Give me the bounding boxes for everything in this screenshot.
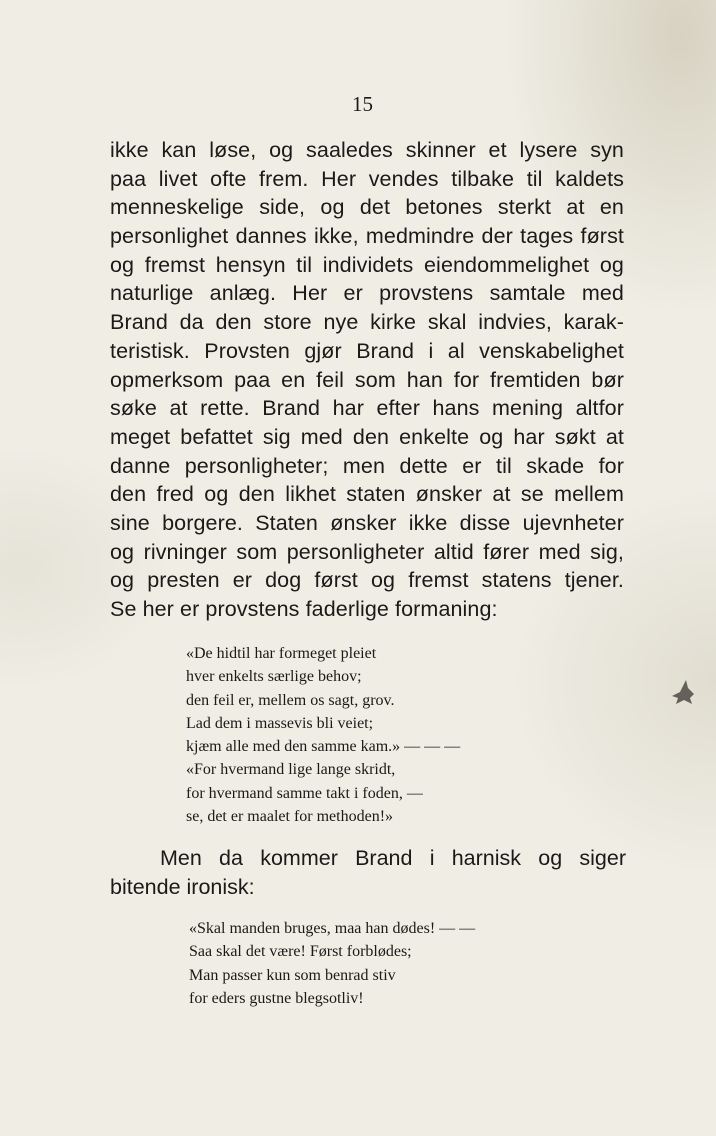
verse-line: «Skal manden bruges, maa han dødes! — — [189,920,476,937]
verse-line: for hvermand samme takt i foden, — [186,784,423,802]
verse-line: for eders gustne blegsotliv! [189,989,364,1007]
paragraph-1 [110,136,624,624]
text-line: danne personligheter; men dette er til skade for [110,453,624,478]
ink-stain-mark [668,676,698,708]
verse-line: den feil er, mellem os sagt, grov. [186,691,395,709]
text-line: personlighet dannes ikke, medmindre der tages først [110,224,624,249]
verse-quote-1 [186,642,460,828]
text-line: og presten er dog først og fremst statens tjener. [110,568,624,593]
verse-line: Man passer kun som benrad stiv [189,966,396,984]
text-line: naturlige anlæg. Her er provstens samtale med [110,281,624,306]
text-line: søke at rette. Brand har efter hans mening altfor [110,396,624,421]
verse-quote-2 [189,917,475,1010]
text-line: den fred og den likhet staten ønsker at se mellem [110,482,624,507]
text-line: teristisk. Provsten gjør Brand i al venskabelighet [110,338,624,363]
verse-line: «De hidtil har formeget pleiet [186,645,377,662]
verse-line: se, det er maalet for methoden!» [186,808,394,826]
verse-line: Saa skal det være! Først forblødes; [189,943,412,961]
text-line: Men da kommer Brand i harnisk og siger [160,846,626,870]
text-line: paa livet ofte frem. Her vendes tilbake til kaldets [110,166,624,191]
paragraph-2 [110,844,626,902]
text-line: menneskelige side, og det betones sterkt at en [110,195,624,220]
text-line: Se her er provstens faderlige formaning: [110,597,498,621]
text-line: opmerksom paa en feil som han for fremtiden bør [110,367,624,392]
text-line: ikke kan løse, og saaledes skinner et lysere syn [110,138,624,162]
page-number: 15 [352,92,373,116]
verse-line: kjæm alle med den samme kam.» — — — [186,738,461,756]
text-line: Brand da den store nye kirke skal indvies, karak- [110,310,624,335]
verse-line: Lad dem i massevis bli veiet; [186,714,374,732]
verse-line: hver enkelts særlige behov; [186,668,362,686]
text-line: meget befattet sig med den enkelte og har søkt at [110,424,624,449]
verse-line: «For hvermand lige lange skridt, [186,761,396,779]
text-line: sine borgere. Staten ønsker ikke disse ujevnheter [110,510,624,535]
text-line: og fremst hensyn til individets eiendommelighet og [110,252,624,277]
text-line: og rivninger som personligheter altid fører med sig, [110,539,624,564]
text-line: bitende ironisk: [110,875,255,899]
